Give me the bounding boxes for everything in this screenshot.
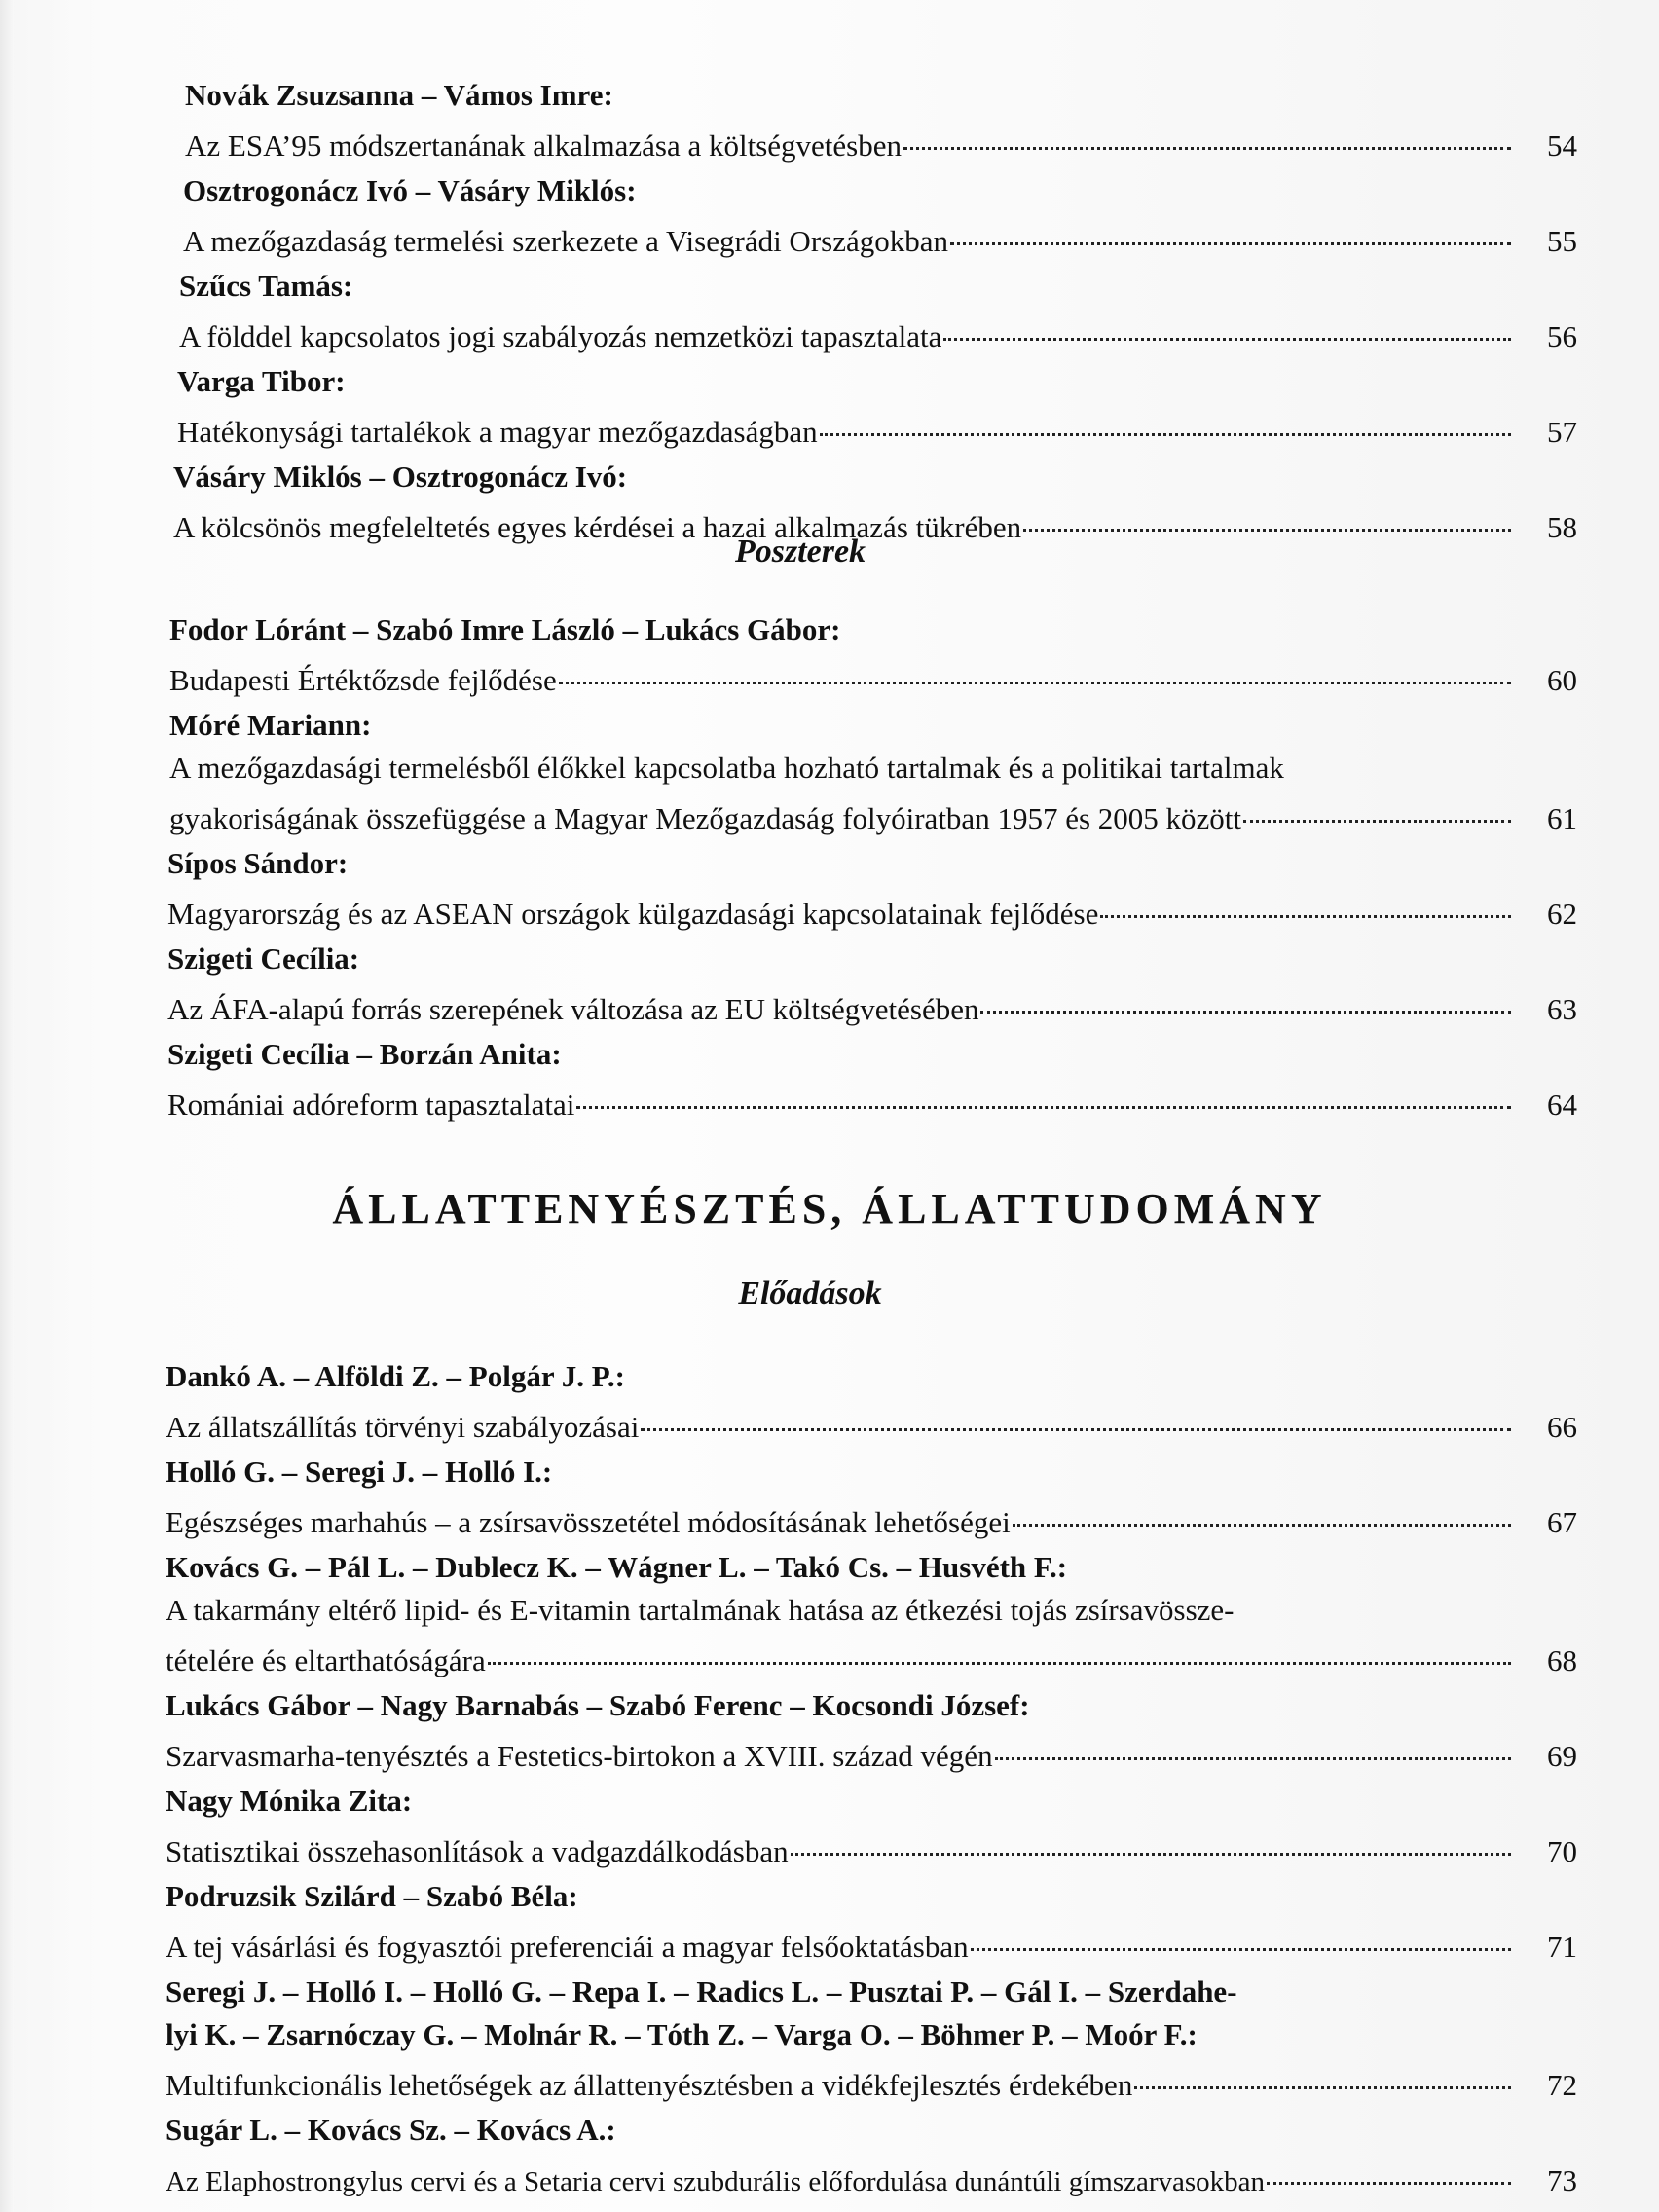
entry-title-line [183,212,1577,263]
entry-title-first-line: A takarmány eltérő lipid- és E-vitamin tartalmának hatása az étkezési tojás zsírsavössze- [166,1593,1235,1627]
entry-authors: Lukács Gábor – Nagy Barnabás – Szabó Ferenc – Kocsondi József: [166,1688,1030,1722]
entry-title-line [167,885,1577,936]
entry-authors: Móré Mariann: [169,708,372,742]
entry-title: Egészséges marhahús – a zsírsavösszetétel módosításának lehetőségei [166,1505,1011,1539]
dot-leader [980,981,1511,1014]
entry-title-line [167,1076,1577,1126]
entry-authors: Holló G. – Seregi J. – Holló I.: [166,1455,553,1489]
entry-title-line [166,1918,1577,1969]
entry-page-number: 67 [1547,1505,1577,1539]
entry-title: Magyarország és az ASEAN országok külgazdasági kapcsolatainak fejlődése [167,897,1099,931]
entry-title-line [169,790,1577,840]
dot-leader [1267,2153,1511,2185]
toc-entry [185,74,1577,167]
dot-leader [1243,791,1511,823]
entry-authors: Vásáry Miklós – Osztrogonácz Ivó: [173,460,628,494]
dot-leader [576,1077,1511,1109]
entry-title-line [166,1632,1577,1682]
toc-entry [166,1971,1577,2107]
dot-leader [950,213,1511,245]
entry-title: A földdel kapcsolatos jogi szabályozás nemzetközi tapasztalata [179,319,942,353]
toc-entry [166,1780,1577,1873]
dot-leader [791,1824,1511,1856]
entry-page-number: 72 [1547,2068,1577,2102]
entry-page-number: 68 [1547,1643,1577,1677]
entry-page-number: 55 [1547,224,1577,258]
dot-leader [1100,886,1511,918]
entry-title-line [166,1398,1577,1449]
entry-authors: Fodor Lóránt – Szabó Imre László – Lukács Gábor: [169,612,841,646]
dot-leader [995,1728,1511,1760]
dot-leader [641,1399,1511,1431]
entry-page-number: 54 [1547,129,1577,163]
toc-entry [166,1546,1577,1682]
entry-title: tételére és eltarthatóságára [166,1643,486,1677]
toc-entry [179,265,1577,358]
entry-authors: Sugár L. – Kovács Sz. – Kovács A.: [166,2113,616,2147]
subsection-heading-eloadasok: Előadások [738,1275,882,1311]
toc-group-1 [0,74,1659,549]
entry-title-line [166,2056,1577,2107]
entry-page-number: 60 [1547,663,1577,697]
toc-entry [167,938,1577,1031]
entry-authors: Kovács G. – Pál L. – Dublecz K. – Wágner L. – Takó Cs. – Husvéth F.: [166,1550,1068,1584]
entry-title: A tej vásárlási és fogyasztói preferenciái a magyar felsőoktatásban [166,1930,969,1964]
entry-title: Multifunkcionális lehetőségek az állattenyésztésben a vidékfejlesztés érdekében [166,2068,1133,2102]
entry-title-line [167,980,1577,1031]
entry-authors: Nagy Mónika Zita: [166,1784,413,1818]
toc-entry [166,1684,1577,1778]
entry-title: Az ESA’95 módszertanának alkalmazása a költségvetésben [185,129,902,163]
toc-entry [166,1355,1577,1449]
entry-title-line [185,117,1577,167]
toc-entry [166,1875,1577,1969]
dot-leader [943,309,1511,341]
entry-title-line [166,2152,1577,2203]
entry-page-number: 63 [1547,992,1577,1026]
entry-authors: Dankó A. – Alföldi Z. – Polgár J. P.: [166,1359,625,1393]
entry-page-number: 61 [1547,801,1577,835]
toc-entry [177,360,1577,454]
dot-leader [488,1633,1511,1665]
entry-title: Szarvasmarha-tenyésztés a Festetics-birtokon a XVIII. század végén [166,1739,993,1773]
dot-leader [1134,2057,1511,2089]
entry-page-number: 66 [1547,1410,1577,1444]
toc-entry [167,1033,1577,1126]
section-heading: ÁLLATTENYÉSZTÉS, ÁLLATTUDOMÁNY [332,1185,1327,1233]
entry-page-number: 64 [1547,1088,1577,1122]
entry-authors: Seregi J. – Holló I. – Holló G. – Repa I. – Radics L. – Pusztai P. – Gál I. – Szerdahe- [166,1974,1237,2009]
dot-leader [903,118,1511,150]
entry-title-first-line: A mezőgazdasági termelésből élőkkel kapcsolatba hozható tartalmak és a politikai tartalmak [169,751,1284,785]
toc-entry [167,842,1577,936]
entry-page-number: 58 [1547,510,1577,544]
entry-title-line [169,651,1577,702]
entry-title: gyakoriságának összefüggése a Magyar Mezőgazdaság folyóiratban 1957 és 2005 között [169,801,1241,835]
dot-leader [1013,1494,1511,1527]
entry-authors: Varga Tibor: [177,364,346,398]
entry-title: Hatékonysági tartalékok a magyar mezőgazdaságban [177,415,818,449]
entry-page-number: 71 [1547,1930,1577,1964]
toc-group-3 [0,1355,1659,2203]
dot-leader [1023,499,1511,532]
toc-entry [169,704,1577,840]
toc-entry [166,1451,1577,1544]
entry-page-number: 73 [1547,2163,1577,2197]
entry-title: Romániai adóreform tapasztalatai [167,1088,575,1122]
subsection-heading-poszterek: Poszterek [734,534,866,570]
dot-leader [971,1919,1511,1951]
entry-title: A mezőgazdaság termelési szerkezete a Visegrádi Országokban [183,224,948,258]
entry-authors: Novák Zsuzsanna – Vámos Imre: [185,78,613,112]
dot-leader [820,404,1511,436]
entry-title: Az ÁFA-alapú forrás szerepének változása az EU költségvetésében [167,992,979,1026]
entry-page-number: 70 [1547,1834,1577,1868]
entry-title-line [179,308,1577,358]
entry-authors: Osztrogonácz Ivó – Vásáry Miklós: [183,173,637,207]
entry-page-number: 69 [1547,1739,1577,1773]
entry-page-number: 57 [1547,415,1577,449]
entry-page-number: 56 [1547,319,1577,353]
entry-title: Az állatszállítás törvényi szabályozásai [166,1410,640,1444]
entry-title-line [177,403,1577,454]
toc-group-2 [0,608,1659,1126]
entry-authors: Podruzsik Szilárd – Szabó Béla: [166,1879,578,1913]
entry-title-line [166,1823,1577,1873]
toc-entry [183,169,1577,263]
entry-title: Az Elaphostrongylus cervi és a Setaria cervi szubdurális előfordulása dunántúli gímszarvasokban [166,2166,1266,2197]
toc-entry [166,2109,1577,2203]
entry-page-number: 62 [1547,897,1577,931]
entry-title-line [166,1727,1577,1778]
entry-title: A kölcsönös megfeleltetés egyes kérdései a hazai alkalmazás tükrében [173,510,1022,544]
entry-title: Statisztikai összehasonlítások a vadgazdálkodásban [166,1834,789,1868]
entry-authors: Sípos Sándor: [167,846,349,880]
entry-title: Budapesti Értéktőzsde fejlődése [169,663,557,697]
dot-leader [559,652,1511,684]
entry-title-line [166,1493,1577,1544]
entry-authors-continued: lyi K. – Zsarnóczay G. – Molnár R. – Tóth Z. – Varga O. – Böhmer P. – Moór F.: [166,2017,1198,2051]
toc-entry [169,608,1577,702]
entry-authors: Szigeti Cecília: [167,941,360,976]
entry-authors: Szigeti Cecília – Borzán Anita: [167,1037,562,1071]
entry-authors: Szűcs Tamás: [179,269,353,303]
